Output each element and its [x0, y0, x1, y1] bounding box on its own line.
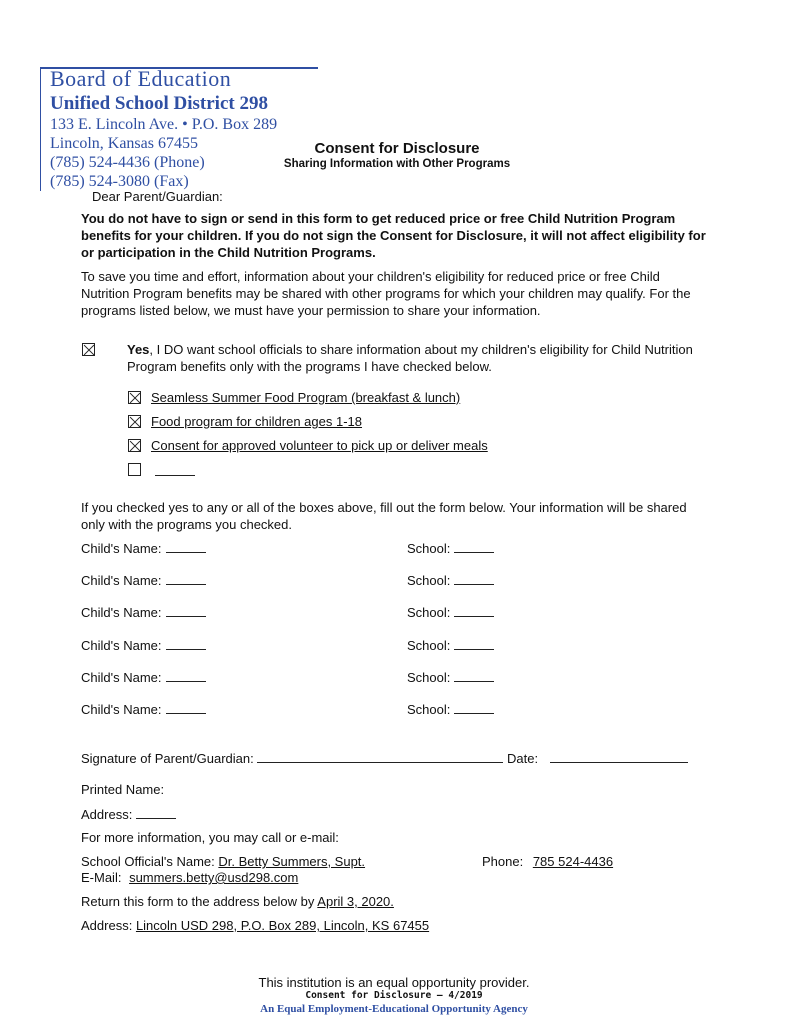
school-field[interactable]	[454, 572, 494, 585]
school-label: School:	[407, 573, 451, 588]
child-name-field[interactable]	[166, 637, 206, 650]
child-name-label: Child's Name:	[81, 573, 162, 588]
child-name-field[interactable]	[166, 669, 206, 682]
school-field[interactable]	[454, 637, 494, 650]
child-name-row	[81, 572, 206, 588]
email-label: E-Mail:	[81, 870, 122, 885]
board-title: Board of Education	[50, 66, 232, 91]
official-name: Dr. Betty Summers, Supt.	[218, 854, 366, 869]
school-field[interactable]	[454, 540, 494, 553]
consent-statement: , I DO want school officials to share information about my children's eligibility for Child Nutrition Program benefits only with the programs I have checked below.	[127, 342, 693, 374]
date-field[interactable]	[550, 750, 688, 763]
school-row	[407, 604, 494, 620]
school-field[interactable]	[454, 604, 494, 617]
return-address-row	[81, 918, 429, 933]
consent-yes-label: Yes	[127, 342, 150, 357]
program-label: Seamless Summer Food Program (breakfast & lunch)	[151, 390, 461, 405]
signature-row	[81, 750, 688, 766]
program-checkbox[interactable]	[128, 439, 141, 452]
district-fax: (785) 524-3080 (Fax)	[50, 173, 189, 190]
school-row	[407, 572, 494, 588]
school-field[interactable]	[454, 701, 494, 714]
school-label: School:	[407, 541, 451, 556]
address-label: Address:	[81, 807, 133, 822]
form-id: Consent for Disclosure – 4/2019	[305, 990, 483, 1001]
program-checkbox[interactable]	[128, 391, 141, 404]
district-city: Lincoln, Kansas 67455	[50, 135, 198, 152]
signature-field[interactable]	[257, 750, 503, 763]
phone-value[interactable]: 785 524-4436	[532, 854, 614, 869]
child-name-row	[81, 540, 206, 556]
form-subtitle: Sharing Information with Other Programs	[283, 158, 511, 170]
child-name-label: Child's Name:	[81, 670, 162, 685]
address-field[interactable]	[136, 806, 176, 819]
signature-label: Signature of Parent/Guardian:	[81, 751, 254, 766]
greeting: Dear Parent/Guardian:	[92, 189, 223, 204]
agency-statement: An Equal Employment-Educational Opportunity Agency	[260, 1003, 528, 1015]
school-row	[407, 637, 494, 653]
more-info-text: For more information, you may call or e-mail:	[81, 830, 339, 845]
school-label: School:	[407, 670, 451, 685]
email-row	[81, 870, 298, 885]
child-name-field[interactable]	[166, 701, 206, 714]
child-name-row	[81, 604, 206, 620]
child-name-field[interactable]	[166, 572, 206, 585]
program-label: Consent for approved volunteer to pick up or deliver meals	[151, 438, 488, 453]
program-checkbox[interactable]	[128, 415, 141, 428]
child-name-label: Child's Name:	[81, 702, 162, 717]
form-title: Consent for Disclosure	[314, 140, 480, 157]
email-link[interactable]: summers.betty@usd298.com	[129, 870, 299, 885]
school-label: School:	[407, 605, 451, 620]
program-label: Food program for children ages 1-18	[151, 414, 363, 429]
phone-label: Phone:	[482, 854, 524, 869]
return-address: Lincoln USD 298, P.O. Box 289, Lincoln, KS 67455	[135, 918, 430, 933]
fill-instructions: If you checked yes to any or all of the boxes above, fill out the form below. Your information will be shared only with the programs you checked.	[81, 500, 687, 532]
printed-name-label: Printed Name:	[81, 782, 165, 797]
child-name-label: Child's Name:	[81, 638, 162, 653]
school-row	[407, 540, 494, 556]
letterhead-side-rule	[40, 67, 41, 191]
district-address: 133 E. Lincoln Ave. • P.O. Box 289	[50, 116, 278, 133]
date-label: Date:	[506, 751, 539, 766]
return-date: April 3, 2020.	[317, 894, 394, 909]
school-field[interactable]	[454, 669, 494, 682]
child-name-label: Child's Name:	[81, 541, 162, 556]
official-row	[81, 854, 365, 869]
program-other-field[interactable]	[151, 463, 195, 481]
child-name-field[interactable]	[166, 540, 206, 553]
program-other-checkbox[interactable]	[128, 463, 141, 476]
return-row	[81, 894, 394, 909]
return-address-label: Address:	[81, 918, 133, 933]
child-name-label: Child's Name:	[81, 605, 162, 620]
phone-row	[482, 854, 613, 869]
school-label: School:	[407, 638, 451, 653]
child-name-row	[81, 669, 206, 685]
intro-text: To save you time and effort, information about your children's eligibility for reduced price or free Child Nutrition Program benefits may be shared with other programs for which your children may qualify. For the programs listed below, we must have your permission to share your information.	[81, 269, 691, 318]
consent-yes-text	[127, 341, 712, 375]
consent-yes-checkbox[interactable]	[82, 343, 95, 356]
address-row	[81, 806, 176, 822]
equal-opportunity-statement: This institution is an equal opportunity provider.	[258, 975, 530, 990]
official-label: School Official's Name:	[81, 854, 215, 869]
district-phone: (785) 524-4436 (Phone)	[50, 154, 205, 171]
school-row	[407, 701, 494, 717]
notice-text: You do not have to sign or send in this form to get reduced price or free Child Nutrition Program benefits for your children. If you do not sign the Consent for Disclosure, it will not affect eligibility for or participation in the Child Nutrition Programs.	[81, 211, 706, 260]
child-name-row	[81, 701, 206, 717]
child-name-row	[81, 637, 206, 653]
school-label: School:	[407, 702, 451, 717]
return-text: Return this form to the address below by	[81, 894, 315, 909]
child-name-field[interactable]	[166, 604, 206, 617]
school-row	[407, 669, 494, 685]
district-name: Unified School District 298	[50, 93, 268, 114]
